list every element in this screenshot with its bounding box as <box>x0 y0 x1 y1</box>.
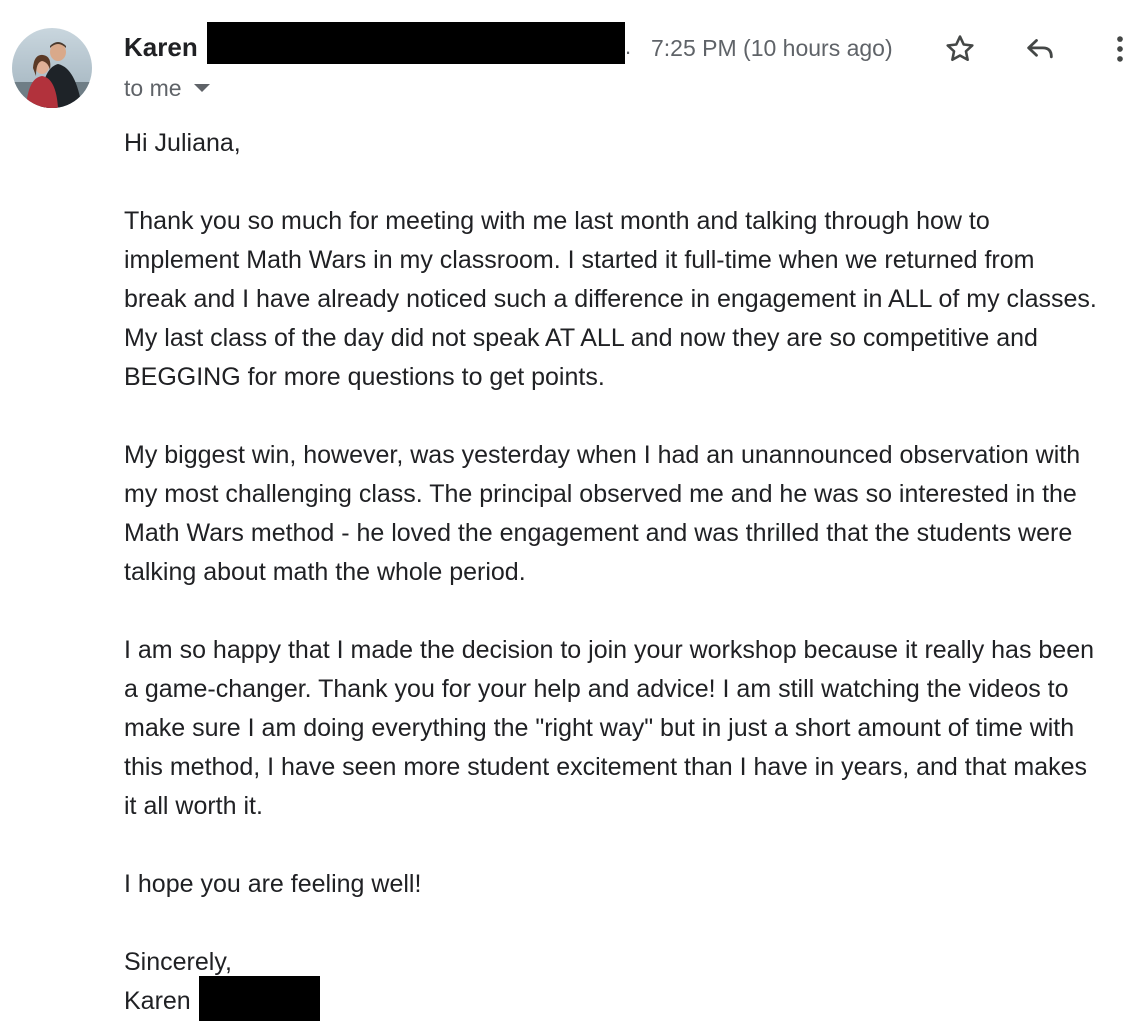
sender-avatar[interactable] <box>12 28 92 108</box>
paragraph-2-line: Math Wars method - he loved the engagement and was thrilled that the students were <box>124 519 1073 547</box>
message-timestamp: 7:25 PM (10 hours ago) <box>651 35 893 61</box>
recipient-details-toggle[interactable] <box>124 72 210 104</box>
signature-name: Karen <box>124 987 191 1015</box>
more-options-button[interactable] <box>1098 27 1142 71</box>
paragraph-3-line: I am so happy that I made the decision to join your workshop because it really has been <box>124 636 1095 664</box>
paragraph-3-line: this method, I have seen more student excitement than I have in years, and that makes <box>124 753 1088 781</box>
message-body <box>124 124 1144 1021</box>
paragraph-3-line: a game-changer. Thank you for your help and advice! I am still watching the videos to <box>124 675 1069 703</box>
redacted-signature-surname <box>199 976 320 1021</box>
avatar-photo-icon <box>12 28 92 108</box>
reply-icon <box>1023 32 1057 66</box>
paragraph-3-line: it all worth it. <box>124 792 263 820</box>
recipient-label: to me <box>124 75 182 101</box>
reply-button[interactable] <box>1018 27 1062 71</box>
chevron-down-icon <box>194 84 210 92</box>
more-vertical-icon <box>1103 32 1137 66</box>
paragraph-1-line: break and I have already noticed such a difference in engagement in ALL of my classes. <box>124 285 1097 313</box>
paragraph-1-line: implement Math Wars in my classroom. I started it full-time when we returned from <box>124 246 1035 274</box>
greeting: Hi Juliana, <box>124 129 241 157</box>
paragraph-1-line: My last class of the day did not speak AT ALL and now they are so competitive and <box>124 324 1038 352</box>
paragraph-2-line: My biggest win, however, was yesterday when I had an unannounced observation with <box>124 441 1081 469</box>
closing-wish: I hope you are feeling well! <box>124 870 422 898</box>
sender-email-trailing-dot: . <box>625 34 632 59</box>
paragraph-2-line: talking about math the whole period. <box>124 558 526 586</box>
paragraph-1-line: BEGGING for more questions to get points. <box>124 363 605 391</box>
star-icon <box>943 32 977 66</box>
paragraph-3-line: make sure I am doing everything the "right way" but in just a short amount of time with <box>124 714 1075 742</box>
redacted-sender-email <box>207 22 625 64</box>
signoff: Sincerely, <box>124 948 232 976</box>
paragraph-1-line: Thank you so much for meeting with me last month and talking through how to <box>124 207 990 235</box>
paragraph-2-line: my most challenging class. The principal observed me and he was so interested in the <box>124 480 1077 508</box>
star-button[interactable] <box>938 27 982 71</box>
sender-name[interactable]: Karen <box>124 32 198 62</box>
